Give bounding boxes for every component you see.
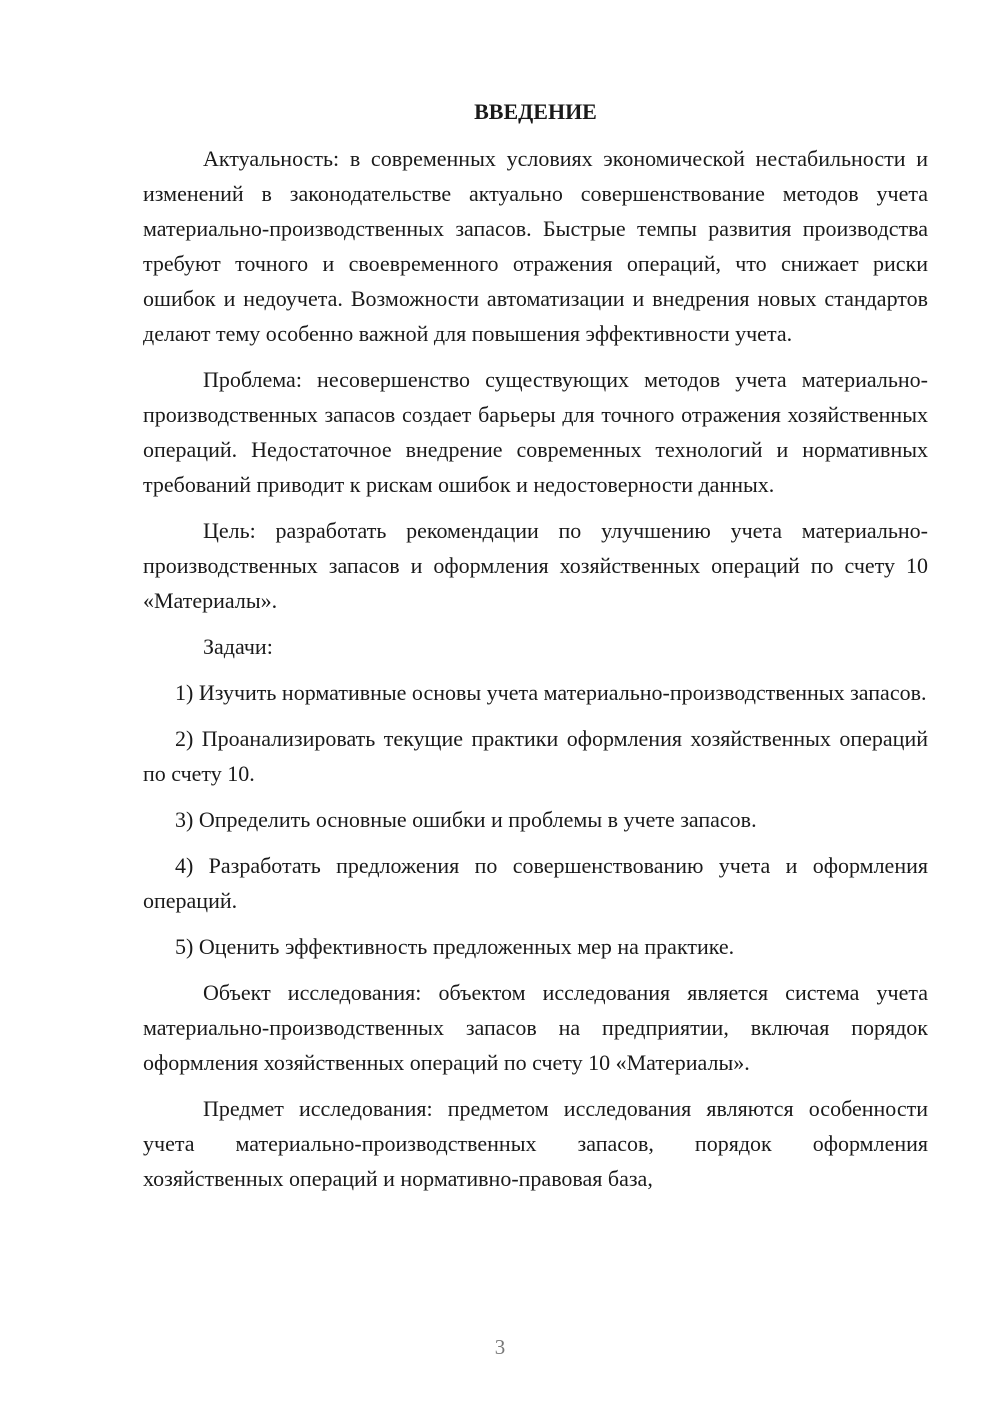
page-content: [143, 94, 928, 1196]
section-heading: ВВЕДЕНИЕ: [474, 99, 597, 124]
paragraph-object: Объект исследования: объектом исследования является система учета материально-производственных запасов на предприятии, включая порядок оформления хозяйственных операций по счету 10 «Материалы».: [143, 980, 928, 1075]
task-item-5: 5) Оценить эффективность предложенных мер на практике.: [175, 934, 735, 959]
paragraph-relevance: Актуальность: в современных условиях экономической нестабильности и изменений в законодательстве актуально совершенствование методов учета материально-производственных запасов. Быстрые темпы развития производства требуют точного и своевременного отражения операций, что снижает риски ошибок и недоучета. Возможности автоматизации и внедрения новых стандартов делают тему особенно важной для повышения эффективности учета.: [143, 146, 928, 346]
paragraph-problem: Проблема: несовершенство существующих методов учета материально-производственных запасов создает барьеры для точного отражения хозяйственных операций. Недостаточное внедрение современных технологий и нормативных требований приводит к рискам ошибок и недостоверности данных.: [143, 367, 928, 497]
page-number: 3: [494, 1335, 506, 1359]
task-item-2: 2) Проанализировать текущие практики оформления хозяйственных операций по счету 10.: [143, 726, 928, 786]
task-item-1: 1) Изучить нормативные основы учета материально-производственных запасов.: [175, 680, 927, 705]
tasks-label: Задачи:: [203, 634, 273, 659]
task-item-3: 3) Определить основные ошибки и проблемы в учете запасов.: [175, 807, 757, 832]
paragraph-subject: Предмет исследования: предметом исследования являются особенности учета материально-производственных запасов, порядок оформления хозяйственных операций и нормативно-правовая база,: [143, 1096, 928, 1191]
task-item-4: 4) Разработать предложения по совершенствованию учета и оформления операций.: [143, 853, 928, 913]
paragraph-goal: Цель: разработать рекомендации по улучшению учета материально-производственных запасов и оформления хозяйственных операций по счету 10 «Материалы».: [143, 518, 928, 613]
